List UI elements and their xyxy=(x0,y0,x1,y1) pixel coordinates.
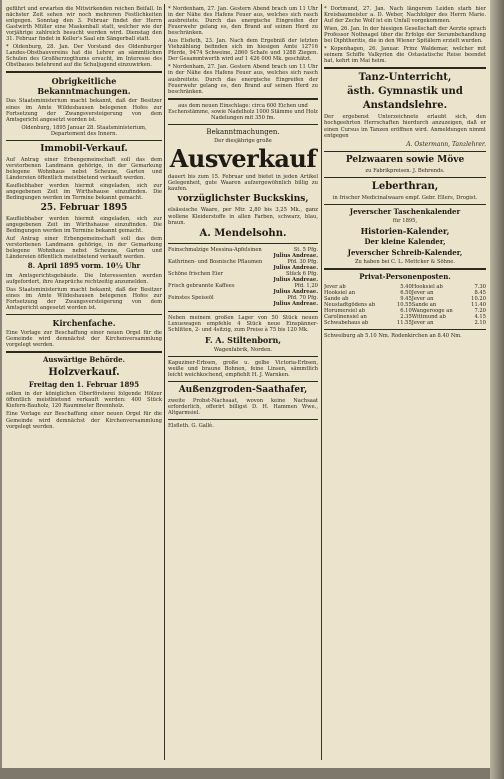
court-date: 8. April 1895 vorm. 10½ Uhr xyxy=(27,261,141,271)
post-station: Jever an xyxy=(411,289,434,296)
post-station: Wittmund ab xyxy=(411,314,446,321)
price-seller: Julius Andreae. xyxy=(273,277,318,284)
divider xyxy=(6,71,162,73)
column-left xyxy=(6,6,162,763)
tanz-text: Der ergebenst Unterzeichnete erlaubt sich, den hochgeehrten Herrschaften hierdurch anzuzeigen, daß er einen Cursus im Tanzen eröffnen wird. Anmeldungen nimmt entgegen xyxy=(324,114,486,139)
post-time: 11.40 xyxy=(471,302,486,309)
price-seller: Julius Andreae. xyxy=(273,252,318,259)
elsfleth-paragraph-2: * Nordenham, 27. Jan. Gestern Abend brach um 11 Uhr in der Nähe des Hafens Feuer aus, welches sich rasch ausbreitete. Durch das energische Eingreifen der Feuerwehr gelang es, den Brand auf seinen Herd zu beschränken. xyxy=(168,64,318,95)
post-time: 7.30 xyxy=(474,283,486,290)
notice-signature: Oldenburg, 1895 Januar 28. Staatsministerium, Departement des Innern. xyxy=(21,124,147,137)
kirche-text: Eine Vorlage zur Beschaffung einer neuen Orgel für die Gemeinde wird demnächst der Kirchenversammlung vorgelegt werden. xyxy=(6,330,162,349)
bekannt-heading: Bekanntmachungen. xyxy=(206,127,280,136)
court-text: im Amtsgerichtsgebäude. Die Interessenten werden aufgefordert, ihre Ansprüche rechtzeitig anzumelden. xyxy=(6,272,162,285)
post-station: Jever an xyxy=(411,295,434,302)
schlitten-text: Neben meinem großen Lager von 50 Stück neuen Luxuswagen empfehle 4 Stück neue Einspänner-Schlitten, 2- und 4sitzig, zum Preise à 75 bis 120 Mk. xyxy=(168,314,318,333)
stiltenborn-heading: F. A. Stiltenborn, xyxy=(204,334,282,345)
schreib-heading: Jeverscher Schreib-Kalender, xyxy=(347,247,463,257)
divider xyxy=(6,351,162,353)
immobil-text: Auf Antrag einer Erbengemeinschaft soll das dem verstorbenen Landmann gehörige, in der Gemarkung belegene Wohnhaus nebst Scheune, Garten und Ländereien öffentlich meistbietend verkauft werden. xyxy=(6,156,162,181)
post-time: 5.40 xyxy=(400,283,412,290)
holz-date: Freitag den 1. Februar 1895 xyxy=(28,379,140,389)
post-time: 10.55 xyxy=(396,302,412,309)
column-middle xyxy=(168,6,318,763)
court-text-2: Das Staatsministerium macht bekannt, daß der Besitzer eines im Amte Wildeshausen belegenen Hofes zur Fortsetzung der Zwangsversteigerung von dem Amtsgericht angesetzt worden ist. xyxy=(6,287,162,312)
divider xyxy=(168,98,318,100)
price-value: Pfd. 30 Pfg. xyxy=(287,258,318,265)
divider xyxy=(168,356,318,357)
immobil-text-2: Kaufliebhaber werden hiermit eingeladen, sich zur angegebenen Zeit im Wirthshause einzufinden. Die Bedingungen werden im Termine bekannt gemacht. xyxy=(6,216,162,235)
ausverkauf-heading: Ausverkauf xyxy=(169,144,317,174)
tanz-heading-3: Anstandslehre. xyxy=(362,100,448,112)
wagenfabrik: Wagenfabrik, Norden. xyxy=(213,346,273,353)
leberthran-sub: in frischer Medicinalwaare empf. Gebr. Ellers, Drogist. xyxy=(332,194,478,201)
historien-heading: Historien-Kalender, xyxy=(360,226,450,237)
oldenburg-paragraph: * Oldenburg, 28. Jan. Der Vorstand des Oldenburger Landes-Obstbauvereins hat die Lehrer an sämmtlichen Schulen des Großherzogthums ersucht, im Interesse des Obstbaues belehrend auf die Schuljugend einzuwirken. xyxy=(6,44,162,69)
dortmund-paragraph: * Dortmund, 27. Jan. Nach längerem Leiden starb hier Kreisbaumeister a. D. Weber, Nachfolger des Herrn Marie. Auf der Zeche Wolf ist ein Unfall vorgekommen. xyxy=(324,6,486,25)
divider xyxy=(168,419,318,420)
elsfleth-signature: Elsfleth. G. Gallè. xyxy=(168,423,214,430)
post-time: 9.45 xyxy=(400,295,412,302)
post-row xyxy=(324,320,486,326)
post-time: 2.35 xyxy=(400,314,412,321)
divider xyxy=(324,204,486,205)
post-station: Carolinensiel an xyxy=(324,314,367,321)
price-item: Feinschmalzige Messina-Apfelsinen xyxy=(168,246,262,253)
divider xyxy=(324,177,486,178)
diesjaehrige: Der diesjährige große xyxy=(214,138,272,145)
holz-text: sollen in der königlichen Oberförsterei folgende Hölzer öffentlich meistbietend verkauft werden: 400 Stück Kiefern-Bauholz, 120 Raummeter Brennholz. xyxy=(6,391,162,410)
post-time: 6.50 xyxy=(400,289,412,296)
kopenhagen-paragraph: * Kopenhagen, 26. Januar. Prinz Waldemar, welcher mit seinem Schiffe Valkyrien die Ostasiatische Reise beendet hat, kehrt im Mai heim. xyxy=(324,46,486,65)
post-station: Neustadtgödens ab xyxy=(324,302,376,309)
nordenham-paragraph: * Nordenham, 27. Jan. Gestern Abend brach um 11 Uhr in der Nähe des Hafens Feuer aus, welches sich rasch ausbreitete. Durch das energische Eingreifen der Feuerwehr gelang es, den Brand auf seinen Herd zu beschränken. xyxy=(168,6,318,37)
price-value: St. 5 Pfg. xyxy=(293,246,318,253)
divider xyxy=(324,329,486,330)
auswaertig-heading: Auswärtige Behörde. xyxy=(43,355,125,365)
tanz-signature: A. Ostermann, Tanzlehrer. xyxy=(406,140,486,148)
tanz-heading-1: Tanz-Unterricht, xyxy=(358,72,452,84)
notice-text: Das Staatsministerium macht bekannt, daß der Besitzer eines im Amte Wildeshausen belegenen Hofes zur Fortsetzung der Zwangsversteigerung von dem Amtsgericht angesetzt worden ist. xyxy=(6,98,162,123)
price-item: Frisch gebrannte Kaffees xyxy=(168,283,235,290)
post-time: 4.15 xyxy=(474,314,486,321)
saathafer-text: zweite Probst-Nachsaat, wovon keine Nachsaat erforderlich, offerirt billigst D. H. Hammen Wwe., Altgarmsiel. xyxy=(168,397,318,416)
column-rule-1 xyxy=(164,4,165,760)
verleger: Zu haben bei C. L. Mettcker & Söhne. xyxy=(354,259,456,266)
holz-text-2: Eine Vorlage zur Beschaffung einer neuen Orgel für die Gemeinde wird demnächst der Kirchenversammlung vorgelegt werden. xyxy=(6,411,162,430)
immobil-text-3: Auf Antrag einer Erbengemeinschaft soll das dem verstorbenen Landmann gehörige, in der Gemarkung belegene Wohnhaus nebst Scheune, Garten und Ländereien öffentlich meistbietend verkauft werden. xyxy=(6,236,162,261)
ausverkauf-text: dauert bis zum 15. Februar und bietet in jeden Artikel Gelegenheit, gute Waaren aufzergewöhnlich billig zu kaufen. xyxy=(168,174,318,193)
divider xyxy=(6,314,162,315)
post-time: 6.10 xyxy=(400,308,412,315)
wien-paragraph: Wien, 26. Jan. In der hiesigen Gesellschaft der Aerzte sprach Professor Nothnagel über die Erfolge der Serumbehandlung bei Diphtheritis, die in den Wiener Spitälern erzielt wurden. xyxy=(324,26,486,45)
divider xyxy=(168,124,318,125)
price-seller: Julius Andreae. xyxy=(273,301,318,308)
column-right xyxy=(324,6,486,763)
holz-heading: Holzverkauf. xyxy=(48,366,120,378)
immobil-text-filler: Kaufliebhaber werden hiermit eingeladen, sich zur angegebenen Zeit im Wirthshause einzufinden. Die Bedingungen werden im Termine bekannt gemacht. xyxy=(6,182,162,202)
price-item: Schöne frischen Eier xyxy=(168,271,224,277)
kleine-heading: Der kleine Kalender, xyxy=(364,237,446,247)
post-table xyxy=(324,284,486,327)
post-station: Sande an xyxy=(411,302,437,309)
divider xyxy=(168,243,318,244)
buckskins-heading: vorzüglichster Buckskins, xyxy=(177,194,309,205)
price-seller: Julius Andreae. xyxy=(273,289,318,296)
divider xyxy=(324,268,486,270)
post-time: 2.10 xyxy=(474,320,486,327)
divider xyxy=(324,67,486,69)
price-item: Feinstes Speiseöl xyxy=(168,295,214,302)
buckskins-text: elsässische Waare, per Mtr. 2,80 bis 3,25 Mk., ganz wollene Kleiderstoffe in allen Farben, schwarz, blau, braun. xyxy=(168,207,318,226)
post-time: 10.20 xyxy=(471,295,486,302)
pelz-sub: zu Fabrikpreisen. J. Behrends. xyxy=(365,167,445,174)
post-station: Horumersiel ab xyxy=(324,308,366,315)
divider xyxy=(6,140,162,141)
divider xyxy=(168,311,318,312)
post-station: Sande ab xyxy=(324,295,349,302)
notice-heading: Obrigkeitliche Bekanntmachungen. xyxy=(37,76,131,97)
price-seller: Julius Andreae. xyxy=(273,264,318,271)
newspaper-page xyxy=(2,0,490,768)
divider xyxy=(324,151,486,152)
post-time: 8.45 xyxy=(474,289,486,296)
pelz-heading: Pelzwaaren sowie Möve xyxy=(345,154,465,165)
price-item: Kathrinen- und Bosnische Pflaumen xyxy=(168,258,263,265)
kirche-heading: Kirchenfache. xyxy=(52,318,116,329)
immobil-heading: Immobil-Verkauf. xyxy=(40,143,128,154)
price-value: Stück 6 Pfg. xyxy=(285,271,318,277)
mendelsohn-heading: A. Mendelsohn. xyxy=(199,227,287,239)
intro-paragraph: geführt und erwarten die Mitwirkenden reichen Beifall. In nächster Zeit sehen wir noch mehreren Festlichkeiten entgegen. Sonntag den 3. Februar findet der Herrn Gastwirth Müller eine Maskenball statt, welcher wie der vorjährige zahlreich besucht werden wird. Dienstag den 31. Februar findet in Keller's Saal ein Sängerball statt. xyxy=(6,6,162,43)
price-list xyxy=(168,247,318,308)
page-edge-bottom xyxy=(0,768,490,779)
ad-top: aus dem neuen Einschlage: circa 600 Eichen und Eschenstämme, sowie Nadelholz 1000 Stämme und Holz Nadelungen mit 350 fm. xyxy=(168,102,318,121)
price-value: Pfd. 70 Pfg. xyxy=(287,295,318,302)
column-rule-2 xyxy=(321,4,322,760)
page-edge-right xyxy=(490,0,504,779)
leberthran-heading: Leberthran, xyxy=(371,180,439,192)
saathafer-heading: Außenzgroden-Saathafer, xyxy=(178,384,308,395)
post-station: Jever an xyxy=(411,320,434,327)
jever-heading: Jeverscher Taschenkalender xyxy=(349,206,461,216)
auction-date: 25. Februar 1895 xyxy=(40,203,128,214)
divider xyxy=(168,381,318,382)
post-time: 11.55 xyxy=(396,320,412,327)
elsfleth-paragraph: Aus Elsfleth, 23. Jan. Nach dem Ergebniß der letzten Viehzählung befinden sich im hiesigen Amte 12716 Pferde, 9474 Schweine, 2860 Schafe und 1288 Ziegen. Der Gesammtwerth wird auf 1 426 000 Mk. geschätzt. xyxy=(168,38,318,63)
post-schedule xyxy=(324,284,486,327)
price-value: Pfd. 1,20 xyxy=(294,283,318,290)
post-station: Wangerooge an xyxy=(411,308,453,315)
tanz-heading-2: ästh. Gymnastik und xyxy=(347,86,463,98)
privat-heading: Privat-Personenposten. xyxy=(359,272,451,282)
post-station: Schwabehaus ab xyxy=(324,320,369,327)
post-time: 7.20 xyxy=(474,308,486,315)
kapuziner-text: Kapuziner-Erbsen, große u. gelbe Victoria-Erbsen, weiße und braune Bohnen, feine Linsen, sämmtlich leicht weichkochend, empfiehlt H. J. Warnken. xyxy=(168,359,318,378)
post-footer: Schweiburg ab 5.10 Nm. Rodenkirchen an 8.40 Nm. xyxy=(324,333,462,340)
post-station: Hooksiel an xyxy=(324,289,356,296)
post-station: Hooksiel ab xyxy=(411,283,443,290)
post-station: Jever ab xyxy=(324,283,346,290)
jever-year: für 1895, xyxy=(392,218,418,225)
